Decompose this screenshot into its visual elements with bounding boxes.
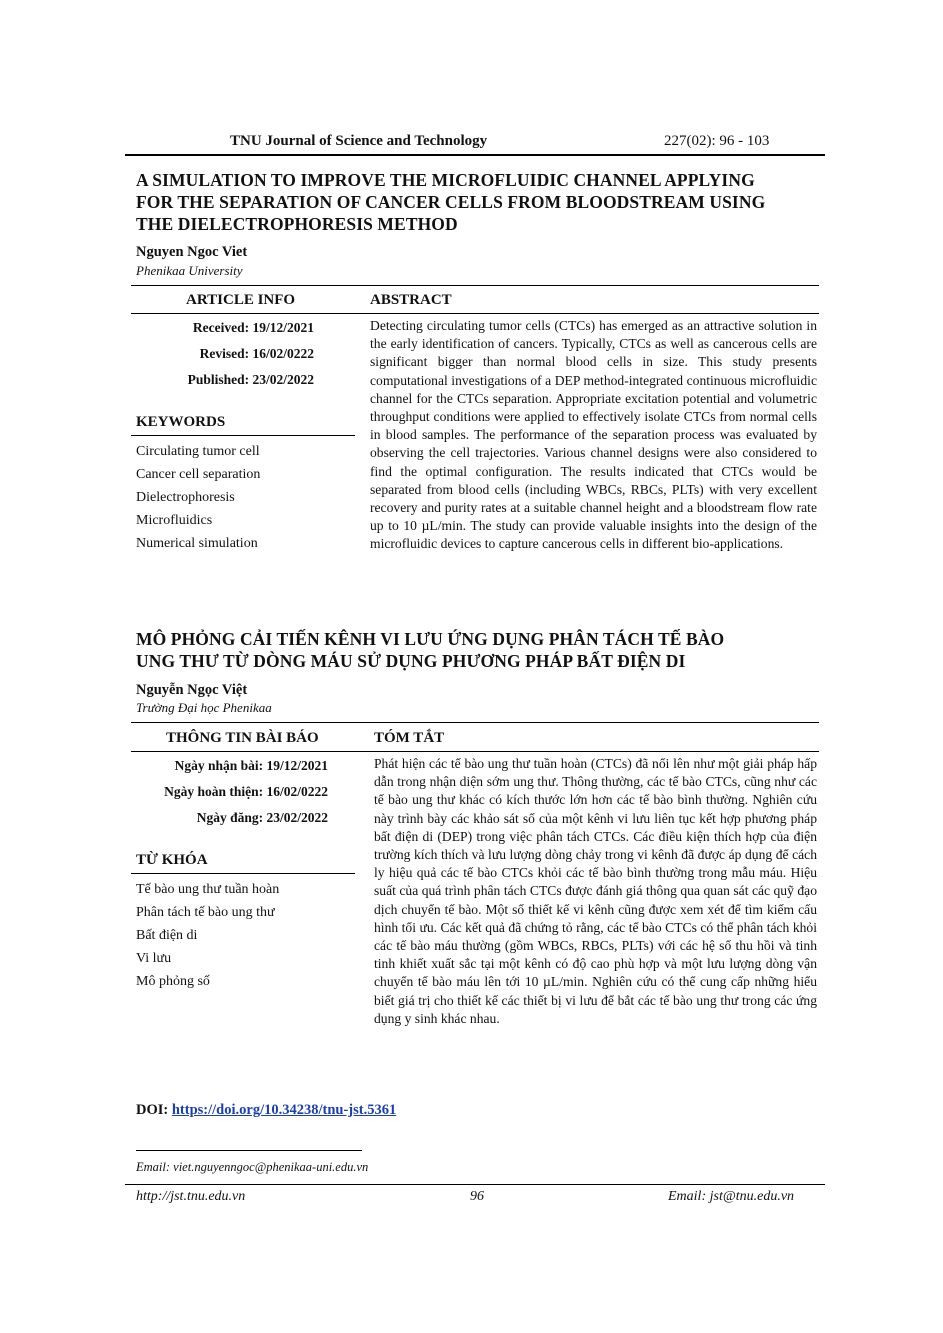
keywords-rule (131, 435, 355, 436)
keyword-item: Cancer cell separation (136, 467, 261, 482)
vietnamese-table-top-rule (131, 722, 819, 723)
vietnamese-abstract-heading: TÓM TẮT (374, 730, 445, 746)
article-info-heading: ARTICLE INFO (186, 292, 296, 308)
english-title (136, 169, 826, 235)
english-table-top-rule (131, 285, 819, 286)
journal-issue: 227(02): 96 - 103 (664, 133, 770, 149)
vietnamese-author: Nguyễn Ngọc Việt (136, 682, 248, 698)
vietnamese-keywords-rule (131, 873, 355, 874)
keyword-item: Mô phỏng số (136, 974, 210, 989)
footnote-rule (136, 1150, 362, 1151)
vietnamese-title (136, 628, 826, 672)
vietnamese-abstract-text: Phát hiện các tế bào ung thư tuần hoàn (CTCs) đã nổi lên như một giải pháp hấp dẫn trong nhận diện sớm ung thư. Thông thường, các tế bào CTCs, cũng như các tế bào ung thư khác có kích thước lớn hơn các tế bào bình thường. Nghiên cứu này trình bày các khảo sát số của một kênh vi lưu liên tục kết hợp phương pháp bất điện di (DEP) trong việc phân tách CTCs. Các điều kiện thích hợp của điện trường kích thích và lưu lượng dòng chảy trong vi kênh đã được áp dụng để cách ly hiệu quả các tế bào CTCs khỏi các tế bào bình thường trong mẫu máu. Hiệu suất của quá trình phân tách CTCs được đánh giá thông qua quan sát các quỹ đạo dịch chuyển tế bào. Một số thiết kế vi kênh cũng được xem xét để tìm kiếm cấu hình tối ưu. Các kết quả đã chứng tỏ rằng, các tế bào CTCs có thể phân tách khỏi các tế bào máu thường (gồm WBCs, RBCs, PLTs) với các hệ số thu hồi và tinh tinh khiết xuất sắc tại một kênh có độ cao phù hợp và một lưu lượng dòng vận chuyển tế bào máu lên tới 10 µL/min. Nghiên cứu có thể cung cấp những hiểu biết giá trị cho thiết kế các thiết bị vi lưu để bắt các tế bào ung thư trong các ứng dụng y sinh khác nhau. (374, 756, 817, 1026)
vietnamese-article-info-heading: THÔNG TIN BÀI BÁO (166, 730, 319, 746)
vietnamese-received-date: Ngày nhận bài: 19/12/2021 (174, 758, 328, 773)
keyword-item: Dielectrophoresis (136, 490, 235, 505)
english-abstract-text: Detecting circulating tumor cells (CTCs) has emerged as an attractive solution in the early identification of cancers. Typically, CTCs as well as cancerous cells are significant bigger than normal blood cells in size. This study presents computational investigations of a DEP method-integrated continuous microfluidic channel for the CTCs separation. Appropriate excitation potential and volumetric throughput conditions were applied to effectively isolate CTCs from normal cells in blood samples. The performance of the separation process was evaluated by observing the cell trajectories. Various channel designs were also considered to find the optimal configuration. The results indicated that CTCs would be separated from blood cells (including WBCs, RBCs, PLTs) with very excellent recovery and purity rates at a suitable channel height and a bloodstream flow rate up to 10 µL/min. The study can provide valuable insights into the design of the microfluidic devices to capture cancerous cells in different bio-applications. (370, 318, 817, 552)
vietnamese-title-line: MÔ PHỎNG CẢI TIẾN KÊNH VI LƯU ỨNG DỤNG PHÂN TÁCH TẾ BÀO (136, 629, 725, 649)
vietnamese-published-date: Ngày đăng: 23/02/2022 (196, 810, 328, 825)
keyword-item: Numerical simulation (136, 536, 258, 551)
doi-label: DOI: (136, 1102, 169, 1118)
english-title-line: A SIMULATION TO IMPROVE THE MICROFLUIDIC CHANNEL APPLYING (136, 170, 755, 190)
footer-url: http://jst.tnu.edu.vn (136, 1189, 246, 1204)
footer-email: Email: jst@tnu.edu.vn (668, 1189, 795, 1204)
doi-link[interactable]: https://doi.org/10.34238/tnu-jst.5361 (171, 1102, 397, 1118)
english-author: Nguyen Ngoc Viet (136, 244, 248, 260)
english-title-line: THE DIELECTROPHORESIS METHOD (136, 214, 458, 234)
keyword-item: Microfluidics (136, 513, 213, 528)
published-date: Published: 23/02/2022 (187, 372, 314, 387)
footer-rule (125, 1184, 825, 1185)
keyword-item: Bất điện di (136, 928, 198, 943)
page-number: 96 (470, 1189, 484, 1204)
english-table-header-rule (131, 313, 819, 314)
keyword-item: Vi lưu (136, 951, 172, 966)
keyword-item: Tế bào ung thư tuần hoàn (136, 882, 280, 897)
vietnamese-affiliation: Trường Đại học Phenikaa (136, 700, 272, 715)
keyword-item: Phân tách tế bào ung thư (136, 905, 275, 920)
vietnamese-revised-date: Ngày hoàn thiện: 16/02/0222 (164, 784, 328, 799)
header-rule (125, 154, 825, 156)
keywords-heading: KEYWORDS (136, 414, 226, 430)
received-date: Received: 19/12/2021 (192, 320, 314, 335)
abstract-heading: ABSTRACT (370, 292, 452, 308)
vietnamese-table-header-rule (131, 751, 819, 752)
english-affiliation: Phenikaa University (136, 263, 243, 278)
doi-line (136, 1102, 396, 1119)
author-email: Email: viet.nguyenngoc@phenikaa-uni.edu.vn (136, 1160, 369, 1174)
journal-name: TNU Journal of Science and Technology (230, 133, 488, 149)
keyword-item: Circulating tumor cell (136, 444, 260, 459)
vietnamese-keyword-list (136, 878, 279, 993)
revised-date: Revised: 16/02/0222 (199, 346, 314, 361)
vietnamese-keywords-heading: TỪ KHÓA (136, 852, 208, 868)
vietnamese-title-line: UNG THƯ TỪ DÒNG MÁU SỬ DỤNG PHƯƠNG PHÁP BẤT ĐIỆN DI (136, 651, 686, 671)
english-title-line: FOR THE SEPARATION OF CANCER CELLS FROM BLOODSTREAM USING (136, 192, 766, 212)
keyword-list (136, 440, 260, 555)
